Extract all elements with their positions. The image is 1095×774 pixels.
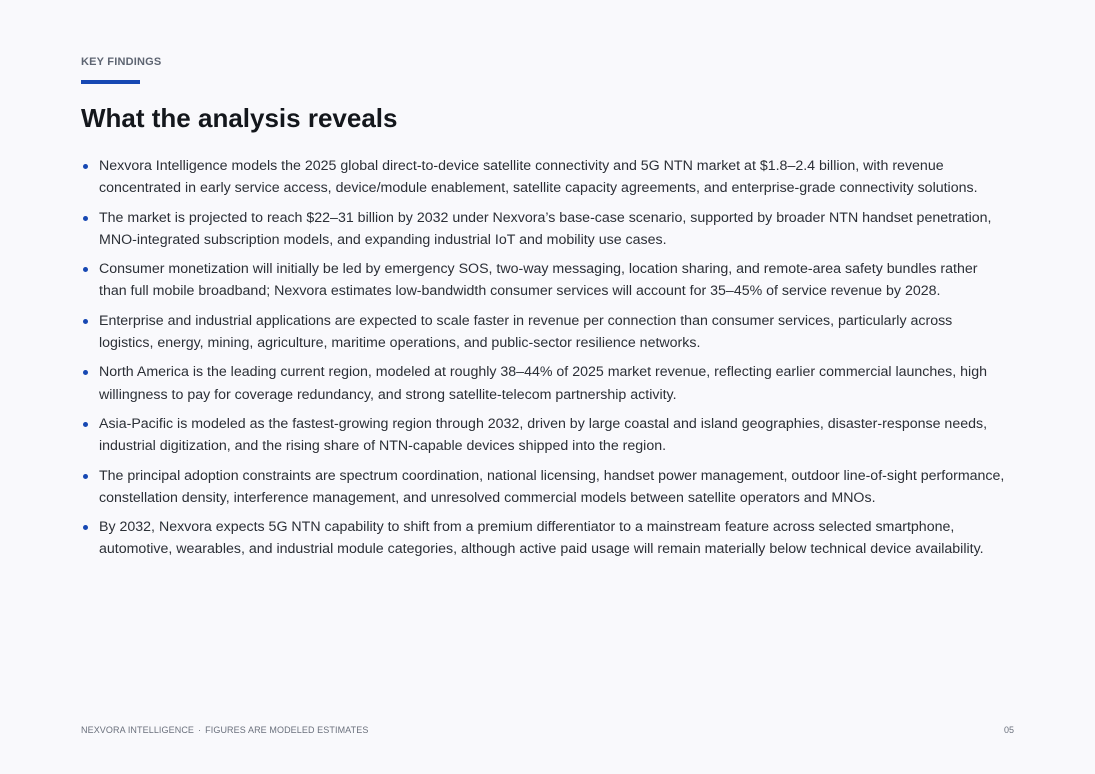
bullet-dot-icon bbox=[83, 267, 88, 272]
finding-text: Enterprise and industrial applications are expected to scale faster in revenue per connection than consumer services, particularly across logistics, energy, mining, agriculture, maritime operations, and public-sector resilience networks. bbox=[99, 312, 953, 352]
report-page bbox=[81, 0, 1014, 774]
finding-item bbox=[81, 465, 1006, 510]
finding-text: North America is the leading current region, modeled at roughly 38–44% of 2025 market revenue, reflecting earlier commercial launches, high willingness to pay for coverage redundancy, and strong satellite-telecom partnership activity. bbox=[99, 364, 987, 403]
footer-source bbox=[81, 725, 368, 735]
bullet-dot-icon bbox=[83, 370, 88, 375]
finding-item bbox=[81, 310, 1006, 355]
finding-text: The principal adoption constraints are spectrum coordination, national licensing, handset power management, outdoor line-of-sight performance, constellation density, interference management, and unresolved commercial models between satellite operators and MNOs. bbox=[99, 467, 1005, 506]
finding-text: By 2032, Nexvora expects 5G NTN capability to shift from a premium differentiator to a mainstream feature across selected smartphone, automotive, wearables, and industrial module categories, although active paid usage will remain materially below technical device availability. bbox=[99, 519, 984, 558]
section-label: KEY FINDINGS bbox=[81, 56, 162, 68]
finding-item bbox=[81, 413, 1006, 458]
page-title: What the analysis reveals bbox=[81, 103, 398, 133]
footer-separator: · bbox=[198, 725, 202, 735]
bullet-dot-icon bbox=[83, 319, 88, 324]
finding-item bbox=[81, 155, 1006, 200]
finding-item bbox=[81, 207, 1006, 252]
finding-text: Nexvora Intelligence models the 2025 global direct-to-device satellite connectivity and 5G NTN market at $1.8–2.4 billion, with revenue concentrated in early service access, device/module enablement, satellite capacity agreements, and enterprise-grade connectivity solutions. bbox=[99, 158, 978, 197]
footer-source-name: NEXVORA INTELLIGENCE bbox=[81, 725, 195, 735]
findings-list bbox=[81, 155, 1006, 568]
page-number: 05 bbox=[1003, 725, 1014, 735]
bullet-dot-icon bbox=[83, 164, 88, 169]
bullet-dot-icon bbox=[83, 216, 88, 221]
finding-text: Consumer monetization will initially be led by emergency SOS, two-way messaging, location sharing, and remote-area safety bundles rather than full mobile broadband; Nexvora estimates low-bandwidth consumer services will account for 35–45% of service revenue by 2028. bbox=[99, 261, 978, 300]
bullet-dot-icon bbox=[83, 525, 88, 530]
finding-item bbox=[81, 361, 1006, 406]
finding-item bbox=[81, 258, 1006, 303]
finding-text: The market is projected to reach $22–31 billion by 2032 under Nexvora’s base-case scenario, supported by broader NTN handset penetration, MNO-integrated subscription models, and expanding industrial IoT and mobility use cases. bbox=[99, 209, 992, 248]
finding-item bbox=[81, 516, 1006, 561]
finding-text: Asia-Pacific is modeled as the fastest-growing region through 2032, driven by large coastal and island geographies, disaster-response needs, industrial digitization, and the rising share of NTN-capable devices shipped into the region. bbox=[99, 415, 988, 455]
bullet-dot-icon bbox=[83, 474, 88, 479]
accent-rule bbox=[81, 80, 140, 84]
bullet-dot-icon bbox=[83, 422, 88, 427]
footer-note: FIGURES ARE MODELED ESTIMATES bbox=[205, 725, 369, 735]
